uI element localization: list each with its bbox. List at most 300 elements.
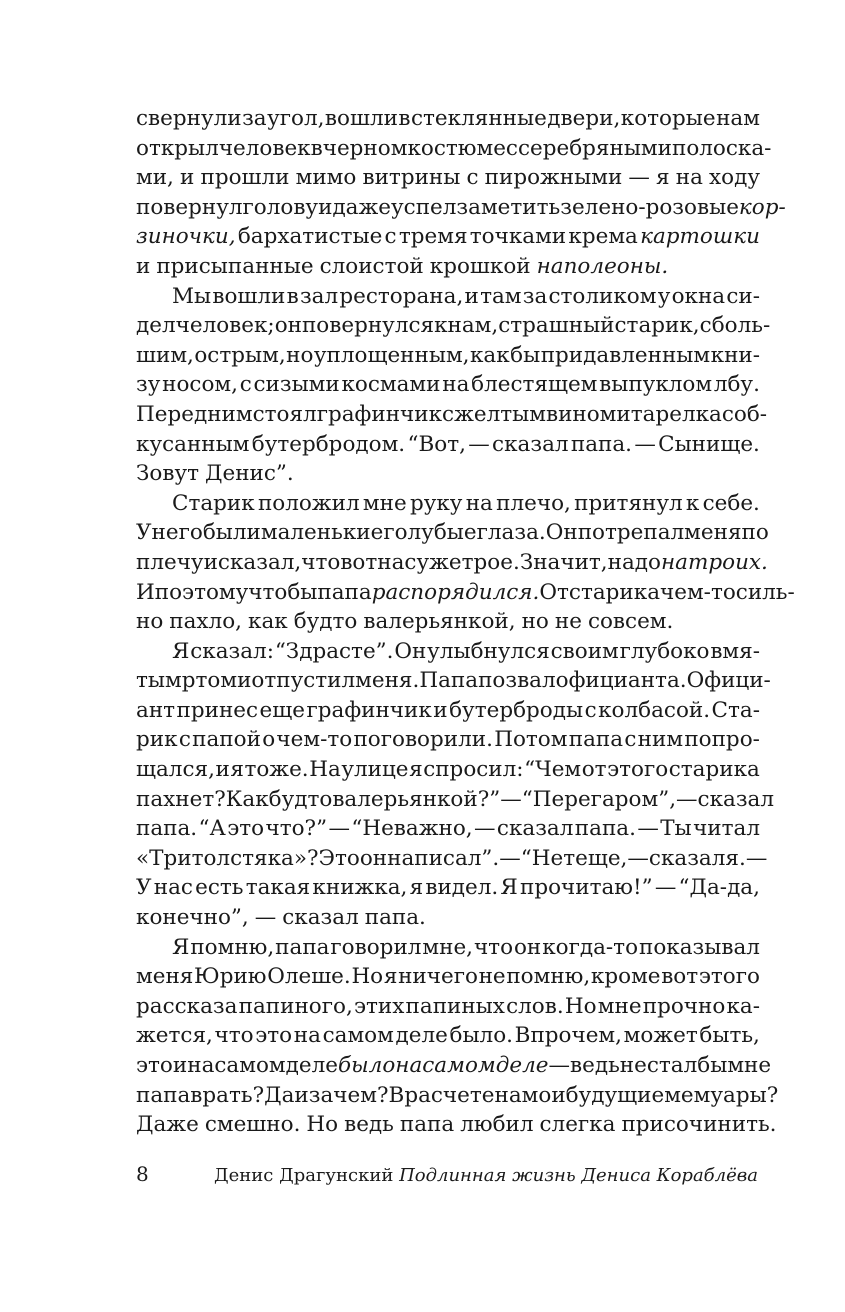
word: Это <box>318 845 360 871</box>
word: что <box>473 934 514 960</box>
word: ведь <box>344 1112 394 1138</box>
word: жется, <box>136 1023 213 1049</box>
word: этих <box>353 993 405 1019</box>
word: графинчик <box>306 697 432 723</box>
word: помню, <box>506 964 591 990</box>
word: но <box>136 609 164 635</box>
word: за <box>522 283 548 309</box>
word: этого <box>607 757 669 783</box>
word: — <box>548 1053 570 1078</box>
text-line <box>136 873 760 903</box>
word: крошкой <box>429 253 531 279</box>
word: папиного, <box>238 993 353 1019</box>
word: сизыми <box>253 372 340 398</box>
word: открыл <box>136 135 219 161</box>
book-title: Подлинная жизнь Дениса Кораблёва <box>399 1165 758 1186</box>
word: человек; <box>175 313 275 339</box>
word: бутерброды <box>449 697 584 723</box>
word: с <box>239 372 252 398</box>
word: ми, <box>136 165 174 191</box>
word: Папа <box>419 668 479 694</box>
word: мне <box>727 1053 772 1078</box>
word: от <box>581 757 607 783</box>
word: с <box>466 165 479 191</box>
word: маленькие <box>260 520 384 546</box>
word: — <box>468 431 490 457</box>
word: своим <box>550 638 619 664</box>
word: колбасой. <box>598 697 711 723</box>
word: с <box>384 224 397 250</box>
word: положил <box>257 490 360 516</box>
word: сказал <box>697 786 775 812</box>
word: врать? <box>190 1082 265 1108</box>
word: о <box>262 727 276 753</box>
word: ант <box>136 697 176 723</box>
word: у <box>657 283 671 309</box>
word: старика <box>568 579 661 605</box>
word: слегка <box>539 1112 616 1138</box>
word: “Чем <box>524 757 582 783</box>
word: наполеоны. <box>536 253 669 279</box>
word: позвал <box>478 668 556 694</box>
word: еще <box>259 697 305 723</box>
word: читал <box>693 816 760 842</box>
word: ресторана, <box>339 283 464 309</box>
word: шим, <box>136 342 194 368</box>
word: с <box>505 135 518 161</box>
word: успел <box>391 194 457 220</box>
word: потрепал <box>577 520 685 546</box>
text-line <box>136 193 786 223</box>
word: тремя <box>398 224 468 250</box>
body-text <box>136 104 795 1140</box>
word: деле <box>495 1053 549 1078</box>
word: старик, <box>614 313 700 339</box>
word: Впрочем, <box>514 1023 622 1049</box>
word: выпуклом <box>599 372 713 398</box>
word: еще, <box>575 845 628 871</box>
text-line <box>136 163 760 193</box>
word: Сынище. <box>658 431 760 457</box>
word: улыбнулся <box>427 638 550 664</box>
text-line <box>136 370 760 400</box>
word: что <box>214 1023 254 1049</box>
word: стеклянные <box>411 106 547 131</box>
word: дел <box>136 313 176 339</box>
word: — <box>654 875 677 901</box>
word: черном <box>322 135 408 161</box>
word: я <box>656 165 670 191</box>
word: чтобы <box>248 579 318 605</box>
word: Я <box>172 934 190 960</box>
word: к <box>685 490 700 516</box>
word: повернул <box>136 194 243 220</box>
word: любил <box>460 1112 534 1138</box>
word: я <box>409 757 423 783</box>
word: есть <box>195 875 244 901</box>
word: повернулся <box>301 313 435 339</box>
word: уплощенным, <box>313 342 470 368</box>
word: и <box>318 194 333 220</box>
word: надо <box>607 549 661 575</box>
word: я <box>409 875 424 901</box>
word: стоял <box>252 401 317 427</box>
word: и <box>136 253 151 279</box>
word: пахло, <box>169 609 242 635</box>
word: отпустил <box>251 668 356 694</box>
word: притянул <box>574 490 683 516</box>
word: Я <box>500 875 518 901</box>
word: тым <box>136 668 182 694</box>
word: “Неважно, <box>351 816 473 842</box>
word: этого <box>698 964 760 990</box>
word: меня <box>136 964 194 990</box>
word: Значит, <box>519 549 608 575</box>
word: деле <box>285 1053 338 1078</box>
word: конечно”, <box>136 905 249 931</box>
word: на <box>675 165 703 191</box>
word: кни- <box>710 342 760 368</box>
word: он <box>359 845 388 871</box>
word: может <box>623 1023 698 1049</box>
word: графинчик <box>316 401 443 427</box>
word: плечо, <box>496 490 571 516</box>
word: — <box>637 816 659 842</box>
text-line <box>136 903 760 933</box>
word: и <box>616 401 631 427</box>
word: зиночки, <box>136 224 236 250</box>
word: бы <box>697 1053 728 1078</box>
word: Ты <box>660 816 692 842</box>
word: Мы <box>172 283 212 309</box>
word: мои <box>521 1082 566 1108</box>
word: расчете <box>404 1082 495 1108</box>
page-number: 8 <box>136 1162 149 1186</box>
word: Перед <box>136 401 208 427</box>
word: на <box>442 372 470 398</box>
word: — <box>628 165 650 191</box>
word: — <box>627 845 649 871</box>
word: У <box>136 875 152 901</box>
word: которые <box>620 106 716 131</box>
word: к <box>434 313 448 339</box>
word: голову <box>242 194 319 220</box>
word: заметить <box>456 194 561 220</box>
word: в <box>398 106 411 131</box>
text-line <box>136 311 771 341</box>
word: с <box>699 313 712 339</box>
word: ведь <box>570 1053 620 1078</box>
word: точками <box>469 224 567 250</box>
word: ничего <box>398 964 478 990</box>
text-line <box>136 785 775 815</box>
word: “Вот, <box>407 431 466 457</box>
word: на <box>465 490 493 516</box>
word: зачем? <box>308 1082 389 1108</box>
word: за <box>242 106 267 131</box>
word: совсем. <box>587 609 674 635</box>
word: Зовут <box>136 461 199 487</box>
word: От <box>539 579 569 605</box>
word: нас <box>153 875 193 901</box>
word: меня <box>684 520 742 546</box>
word: валерьянкой?” <box>332 786 501 812</box>
word: Потом <box>494 727 568 753</box>
word: поэтому <box>154 579 249 605</box>
word: не <box>554 609 582 635</box>
word: — <box>500 786 522 812</box>
word: папа <box>136 1082 191 1108</box>
word: силь- <box>735 579 795 605</box>
word: витрины <box>362 165 461 191</box>
word: с <box>178 727 191 753</box>
word: свернули <box>136 106 242 131</box>
word: в <box>310 135 323 161</box>
word: будущие <box>565 1082 665 1108</box>
word: мне <box>362 490 407 516</box>
word: крема <box>568 224 638 250</box>
word: плечу <box>136 549 204 575</box>
text-line <box>136 1081 779 1111</box>
word: показывал <box>638 934 760 960</box>
word: Как <box>225 786 269 812</box>
word: самом <box>422 1053 496 1078</box>
word: сказал <box>282 905 359 931</box>
author-name: Денис Драгунский <box>214 1165 394 1186</box>
text-line <box>136 755 760 785</box>
word: папа <box>275 934 330 960</box>
word: себе. <box>702 490 760 516</box>
word: поговорили. <box>353 727 493 753</box>
word: желтым <box>454 401 546 427</box>
word: в <box>286 283 299 309</box>
word: не <box>619 1053 647 1078</box>
word: не <box>478 964 506 990</box>
word: с <box>584 697 597 723</box>
word: на <box>293 1023 321 1049</box>
word: прочно <box>642 993 726 1019</box>
word: кусанным <box>136 431 250 457</box>
word: толстяка»? <box>191 845 319 871</box>
text-line <box>136 992 760 1022</box>
word: глубоко <box>619 638 710 664</box>
word: попро- <box>684 727 760 753</box>
word: кор- <box>738 194 786 220</box>
word: И <box>136 579 155 605</box>
word: и <box>433 697 448 723</box>
word: на <box>187 1053 215 1078</box>
text-line <box>136 104 760 134</box>
word: боль- <box>711 313 771 339</box>
text-line <box>136 282 760 312</box>
word: «Три <box>136 845 192 871</box>
text-line <box>136 134 772 164</box>
word: Ста- <box>711 697 760 723</box>
word: — <box>634 431 656 457</box>
word: “Здрасте”. <box>274 638 394 664</box>
word: и <box>237 668 252 694</box>
word: “Нет <box>520 845 576 871</box>
text-line <box>136 1051 772 1081</box>
word: чем-то <box>276 727 353 753</box>
word: самом <box>322 1023 394 1049</box>
word: “Перегаром”, <box>521 786 677 812</box>
word: написал”. <box>387 845 500 871</box>
word: слоистой <box>319 253 424 279</box>
text-line <box>136 1021 760 1051</box>
word: него <box>151 520 203 546</box>
word: сказал: <box>190 638 274 664</box>
text-line <box>136 725 760 755</box>
word: глаза. <box>476 520 546 546</box>
word: я <box>383 964 398 990</box>
text-line <box>136 696 760 726</box>
word: валерьянкой, <box>363 609 516 635</box>
word: он <box>513 934 542 960</box>
word: мемуары? <box>664 1082 779 1108</box>
word: и <box>215 757 230 783</box>
text-line <box>136 489 760 519</box>
word: — <box>745 845 768 871</box>
word: В <box>388 1082 405 1108</box>
word: и <box>464 283 479 309</box>
word: меня. <box>355 668 420 694</box>
word: вмя- <box>710 638 760 664</box>
word: рассказа <box>136 993 238 1019</box>
word: даже <box>332 194 391 220</box>
word: голубые <box>383 520 477 546</box>
word: папой <box>192 727 261 753</box>
word: папа <box>399 1112 455 1138</box>
text-line <box>136 518 769 548</box>
word: У <box>136 520 152 546</box>
word: такая <box>245 875 311 901</box>
word: сказал, <box>217 549 302 575</box>
word: прочитаю!” <box>519 875 653 901</box>
word: это <box>136 1053 173 1078</box>
word: смешно. <box>204 1112 301 1138</box>
word: спросил: <box>423 757 524 783</box>
text-line <box>136 666 771 696</box>
word: книжка, <box>312 875 408 901</box>
text-line <box>136 814 760 844</box>
word: Старик <box>172 490 255 516</box>
word: картошки <box>640 224 760 250</box>
text-line <box>136 222 760 252</box>
word: он <box>274 313 302 339</box>
text-line <box>136 430 760 460</box>
word: мне <box>597 993 642 1019</box>
word: нас <box>377 549 417 575</box>
word: Но <box>564 993 597 1019</box>
word: трое. <box>461 549 520 575</box>
word: папа. <box>136 816 198 842</box>
word: и <box>180 165 195 191</box>
word: Даже <box>136 1112 199 1138</box>
word: видел. <box>425 875 499 901</box>
word: Я <box>172 638 190 664</box>
word: присыпанные <box>156 253 314 279</box>
word: зелено-розовые <box>560 194 739 220</box>
text-line <box>136 252 760 282</box>
word: прошли <box>200 165 290 191</box>
word: — <box>474 816 496 842</box>
word: “А <box>198 816 226 842</box>
word: старика <box>668 757 760 783</box>
word: присочинить. <box>621 1112 777 1138</box>
word: когда-то <box>542 934 639 960</box>
word: — <box>499 845 521 871</box>
word: Денис”. <box>205 461 294 487</box>
word: острым, <box>194 342 286 368</box>
word: Олеше. <box>267 964 351 990</box>
word: улице <box>341 757 409 783</box>
word: вошли <box>212 283 286 309</box>
running-head <box>214 1165 758 1186</box>
text-line <box>136 1110 777 1140</box>
word: Но <box>306 1112 339 1138</box>
word: угол, <box>267 106 325 131</box>
page-footer <box>136 1162 758 1190</box>
word: блестящем <box>471 372 598 398</box>
word: официанта. <box>555 668 687 694</box>
word: нам <box>716 106 760 131</box>
word: бархатистые <box>237 224 383 250</box>
word: с <box>442 401 455 427</box>
word: носом, <box>162 372 238 398</box>
word: костюме <box>407 135 506 161</box>
word: и <box>172 1053 188 1078</box>
text-line <box>136 607 760 637</box>
word: мне, <box>422 934 474 960</box>
word: си- <box>726 283 760 309</box>
word: космами <box>341 372 441 398</box>
word: уже <box>416 549 462 575</box>
word: об- <box>733 401 768 427</box>
word: папа <box>317 579 372 605</box>
word: пахнет? <box>136 786 226 812</box>
word: по <box>741 520 769 546</box>
word: чем-то <box>660 579 736 605</box>
word: троих. <box>687 549 768 575</box>
word: там <box>480 283 522 309</box>
word: и <box>203 549 218 575</box>
word: вот <box>340 549 378 575</box>
word: на <box>660 549 688 575</box>
word: быть, <box>699 1023 760 1049</box>
word: принес <box>176 697 259 723</box>
word: деле <box>395 1023 448 1049</box>
word: На <box>309 757 341 783</box>
word: — <box>328 816 350 842</box>
word: человек <box>218 135 311 161</box>
word: мимо <box>295 165 357 191</box>
word: рик <box>136 727 178 753</box>
word: папиных <box>405 993 505 1019</box>
word: нам, <box>447 313 499 339</box>
text-line <box>136 548 768 578</box>
word: столиком <box>548 283 657 309</box>
word: на <box>494 1082 522 1108</box>
word: Он <box>394 638 427 664</box>
word: ним <box>637 727 684 753</box>
word: Но <box>351 964 384 990</box>
word: и <box>294 1082 309 1108</box>
word: Юрию <box>194 964 267 990</box>
word: ка- <box>726 993 760 1019</box>
word: распорядился. <box>371 579 540 605</box>
word: слов. <box>506 993 564 1019</box>
